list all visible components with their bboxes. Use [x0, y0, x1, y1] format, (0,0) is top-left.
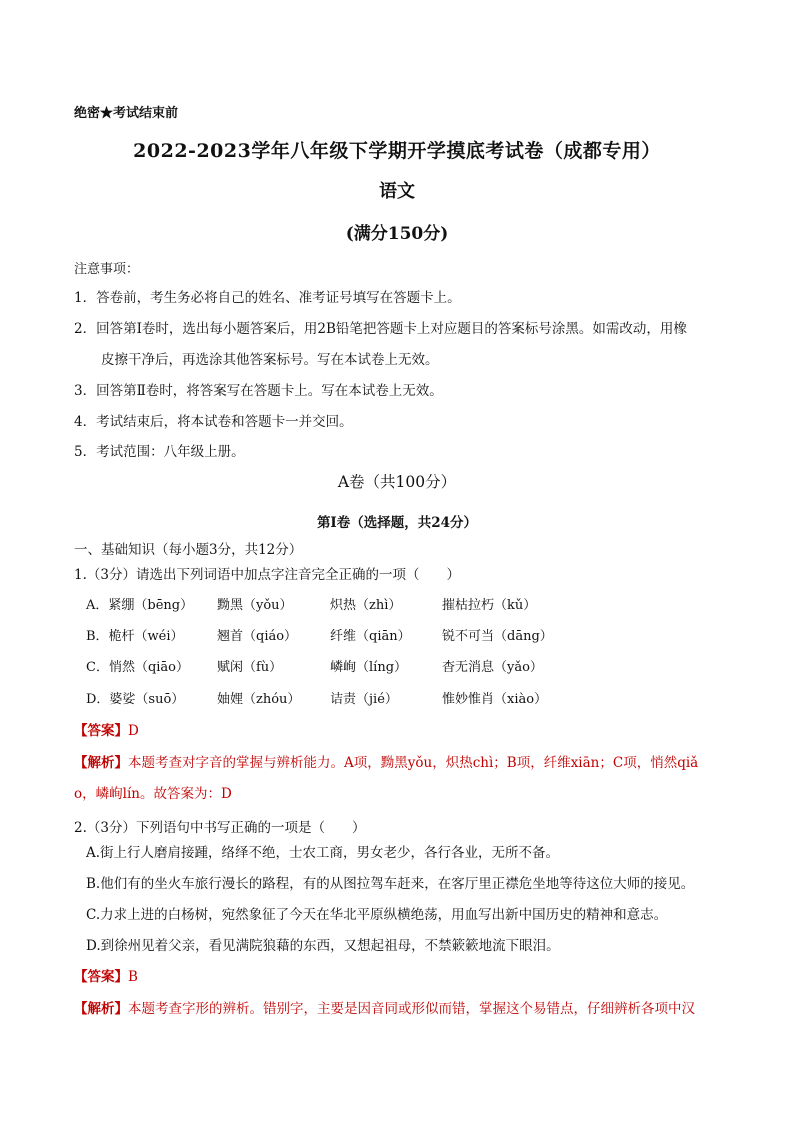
question-1-stem: 1.（3分）请选出下列词语中加点字注音完全正确的一项（ ） [74, 567, 460, 583]
q1-word: 嶙峋（líng） [330, 660, 408, 675]
q1-explanation [74, 751, 698, 771]
answer-value: D [128, 723, 139, 739]
note-item: 3．回答第Ⅱ卷时，将答案写在答题卡上。写在本试卷上无效。 [74, 383, 443, 399]
q2-option-a: A.街上行人磨肩接踵，络绎不绝，士农工商，男女老少，各行各业，无所不备。 [86, 845, 560, 861]
q1-explanation-continued: o，嶙峋lín。故答案为：D [74, 786, 232, 802]
q1-word: 诘责（jié） [330, 692, 398, 707]
section-a-heading: A卷（共100分） [337, 473, 457, 491]
q1-word: 黝黑（yǒu） [217, 598, 293, 613]
explanation-text: 本题考查字形的辨析。错别字，主要是因音同或形似而错，掌握这个易错点，仔细辨析各项中汉 [128, 1001, 695, 1017]
q1-word: 惟妙惟肖（xiào） [442, 692, 548, 707]
basic-knowledge-heading: 一、基础知识（每小题3分，共12分） [74, 542, 303, 558]
q1-word: 赋闲（fù） [217, 660, 283, 675]
q1-word: 炽热（zhì） [330, 598, 402, 613]
q1-word: 翘首（qiáo） [217, 629, 298, 644]
q1-option-c: C．悄然（qiāo） [86, 660, 190, 675]
full-score: (满分150分) [345, 224, 449, 244]
notes-heading: 注意事项： [74, 262, 140, 277]
page-title: 2022-2023学年八年级下学期开学摸底考试卷（成都专用） [133, 140, 661, 162]
q1-word: 妯娌（zhóu） [217, 692, 301, 707]
q2-answer [74, 965, 138, 985]
q1-word: 锐不可当（dāng） [442, 629, 553, 644]
note-item-continued: 皮擦干净后，再选涂其他答案标号。写在本试卷上无效。 [101, 352, 439, 368]
confidential-label: 绝密★考试结束前 [74, 106, 179, 121]
q2-option-c: C.力求上进的白杨树，宛然象征了今天在华北平原纵横绝荡，用血写出新中国历史的精神和意志。 [86, 907, 668, 923]
answer-value: B [128, 969, 138, 985]
q1-word: 杳无消息（yǎo） [442, 660, 543, 675]
note-item: 5．考试范围：八年级上册。 [74, 444, 245, 460]
q1-option-d: D．婆娑（suō） [86, 692, 185, 707]
note-item: 2．回答第Ⅰ卷时，选出每小题答案后，用2B铅笔把答题卡上对应题目的答案标号涂黑。如需改动，用橡 [74, 321, 687, 337]
q1-option-b: B．桅杆（wéi） [86, 629, 184, 644]
q2-option-b: B.他们有的坐火车旅行漫长的路程，有的从图拉驾车赶来，在客厅里正襟危坐地等待这位大师的接见。 [86, 876, 695, 892]
answer-tag: 【答案】 [74, 969, 128, 985]
q1-word: 纤维（qiān） [330, 629, 411, 644]
question-2-stem: 2.（3分）下列语句中书写正确的一项是（ ） [74, 820, 366, 836]
q1-option-a: A．紧绷（bēng） [86, 598, 194, 613]
q2-explanation [74, 997, 695, 1017]
explanation-tag: 【解析】 [74, 1001, 128, 1017]
explanation-text: 本题考查对字音的掌握与辨析能力。A项，黝黑yǒu，炽热chì；B项，纤维xiān；C项，悄然qiǎ [128, 755, 699, 771]
subject-title: 语文 [379, 181, 415, 202]
q1-word: 摧枯拉朽（kǔ） [442, 598, 537, 613]
q1-answer [74, 719, 139, 739]
explanation-tag: 【解析】 [74, 755, 128, 771]
part-one-heading: 第Ⅰ卷（选择题，共24分） [316, 515, 478, 531]
answer-tag: 【答案】 [74, 723, 128, 739]
note-item: 4．考试结束后，将本试卷和答题卡一并交回。 [74, 414, 353, 430]
note-item: 1．答卷前，考生务必将自己的姓名、准考证号填写在答题卡上。 [74, 290, 461, 306]
q2-option-d: D.到徐州见着父亲，看见满院狼藉的东西，又想起祖母，不禁簌簌地流下眼泪。 [86, 938, 560, 954]
